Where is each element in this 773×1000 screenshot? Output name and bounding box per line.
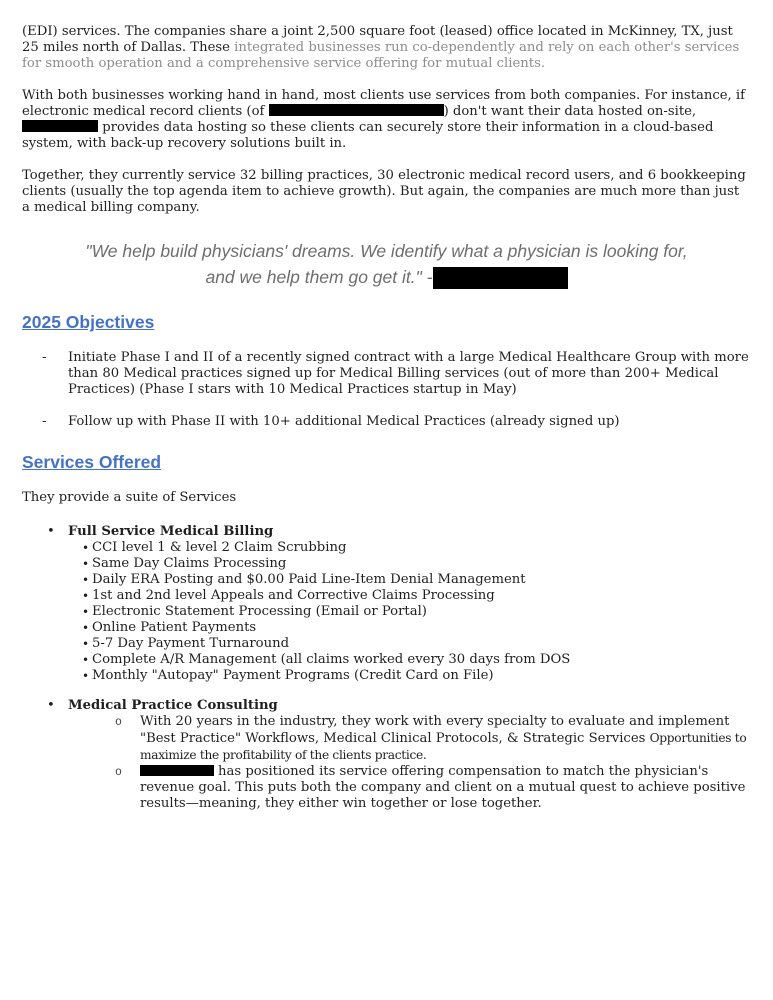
billing-title-row <box>47 524 751 540</box>
dash-bullet: - <box>42 350 47 365</box>
billing-item-text: 1st and 2nd level Appeals and Corrective Claims Processing <box>92 588 495 603</box>
consulting-title-row <box>47 698 751 714</box>
pull-quote-line-1: "We help build physicians' dreams. We identify what a physician is looking for, <box>85 241 688 261</box>
pull-quote <box>22 238 751 290</box>
billing-item <box>82 668 751 684</box>
bullet-icon: • <box>82 653 90 667</box>
bullet-icon: • <box>82 557 90 571</box>
paragraph-collaboration-text-2: ) don't want their data hosted on-site, <box>443 104 697 119</box>
bullet-icon: • <box>82 637 90 651</box>
bullet-icon: • <box>47 524 55 539</box>
services-intro: They provide a suite of Services <box>22 490 237 505</box>
redaction-bar <box>269 104 444 116</box>
consulting-item-condensed-text: Opportunities to maximize the profitability of the clients practice. <box>140 731 747 762</box>
billing-item <box>82 556 751 572</box>
consulting-item <box>115 714 751 764</box>
objective-item-text: Follow up with Phase II with 10+ additional Medical Practices (already signed up) <box>68 414 620 429</box>
pull-quote-line-2: and we help them go get it." - <box>22 264 751 290</box>
billing-item <box>82 620 751 636</box>
paragraph-collaboration-text-1: With both businesses working hand in hand, most clients use services from both companies. For instance, if electronic medical record clients (of <box>22 88 746 119</box>
bullet-icon: • <box>82 621 90 635</box>
bullet-icon: • <box>82 589 90 603</box>
objective-item <box>42 350 751 398</box>
bullet-icon: • <box>82 573 90 587</box>
bullet-icon: • <box>82 669 90 683</box>
objective-item-text: Initiate Phase I and II of a recently signed contract with a large Medical Healthcare Group with more than 80 Medical practices signed up for Medical Billing services (out of more than 200+ Medical Practices) (Phase I stars with 10 Medical Practices startup in May) <box>68 350 749 397</box>
billing-item <box>82 588 751 604</box>
billing-item-text: Daily ERA Posting and $0.00 Paid Line-Item Denial Management <box>92 572 526 587</box>
circle-bullet-icon: o <box>115 766 122 779</box>
paragraph-collaboration <box>22 88 751 152</box>
circle-bullet-icon: o <box>115 716 122 729</box>
billing-item-text: Complete A/R Management (all claims worked every 30 days from DOS <box>92 652 571 667</box>
paragraph-edi-gray-text: integrated businesses run co-dependently and rely on each other's services for smooth operation and a comprehensive service offering for mutual clients. <box>22 40 740 71</box>
billing-item-text: Online Patient Payments <box>92 620 257 635</box>
paragraph-edi-services <box>22 24 751 72</box>
paragraph-collaboration-text-3: provides data hosting so these clients can securely store their information in a cloud-based system, with back-up recovery solutions built in. <box>22 120 714 151</box>
billing-item-text: Same Day Claims Processing <box>92 556 287 571</box>
dash-bullet: - <box>42 414 47 429</box>
billing-services-list <box>22 524 751 684</box>
consulting-item-text: has positioned its service offering compensation to match the physician's revenue goal. This puts both the company and client on a mutual quest to achieve positive results—meaning, they either win together or lose together. <box>140 764 746 811</box>
redaction-bar <box>140 765 214 776</box>
billing-item-text: 5-7 Day Payment Turnaround <box>92 636 290 651</box>
bullet-icon: • <box>47 698 55 713</box>
billing-item <box>82 604 751 620</box>
billing-item-text: CCI level 1 & level 2 Claim Scrubbing <box>92 540 347 555</box>
redaction-bar <box>433 267 568 289</box>
consulting-item-text: With 20 years in the industry, they work with every specialty to evaluate and implement "Best Practice" Workflows, Medical Clinical Protocols, & Strategic Services Opportunities to maximize the profitability of the clients practice. <box>140 714 747 762</box>
heading-2025-objectives: 2025 Objectives <box>22 312 155 332</box>
billing-item-text: Electronic Statement Processing (Email or Portal) <box>92 604 427 619</box>
billing-item-text: Monthly "Autopay" Payment Programs (Credit Card on File) <box>92 668 494 683</box>
redaction-bar <box>22 120 98 132</box>
bullet-icon: • <box>82 605 90 619</box>
consulting-title: Medical Practice Consulting <box>68 698 278 713</box>
paragraph-edi-black-text: (EDI) services. The companies share a joint 2,500 square foot (leased) office located in McKinney, TX, just 25 miles north of Dallas. These <box>22 24 733 55</box>
billing-item <box>82 572 751 588</box>
billing-title: Full Service Medical Billing <box>68 524 274 539</box>
paragraph-client-stats: Together, they currently service 32 billing practices, 30 electronic medical record users, and 6 bookkeeping clients (usually the top agenda item to achieve growth). But again, the companies are much more than just a medical billing company. <box>22 168 746 215</box>
heading-services-offered: Services Offered <box>22 452 162 472</box>
bullet-icon: • <box>82 541 90 555</box>
billing-item <box>82 652 751 668</box>
consulting-item <box>115 764 751 812</box>
billing-item <box>82 540 751 556</box>
consulting-services-list <box>22 698 751 812</box>
objective-item <box>42 414 751 430</box>
billing-item <box>82 636 751 652</box>
